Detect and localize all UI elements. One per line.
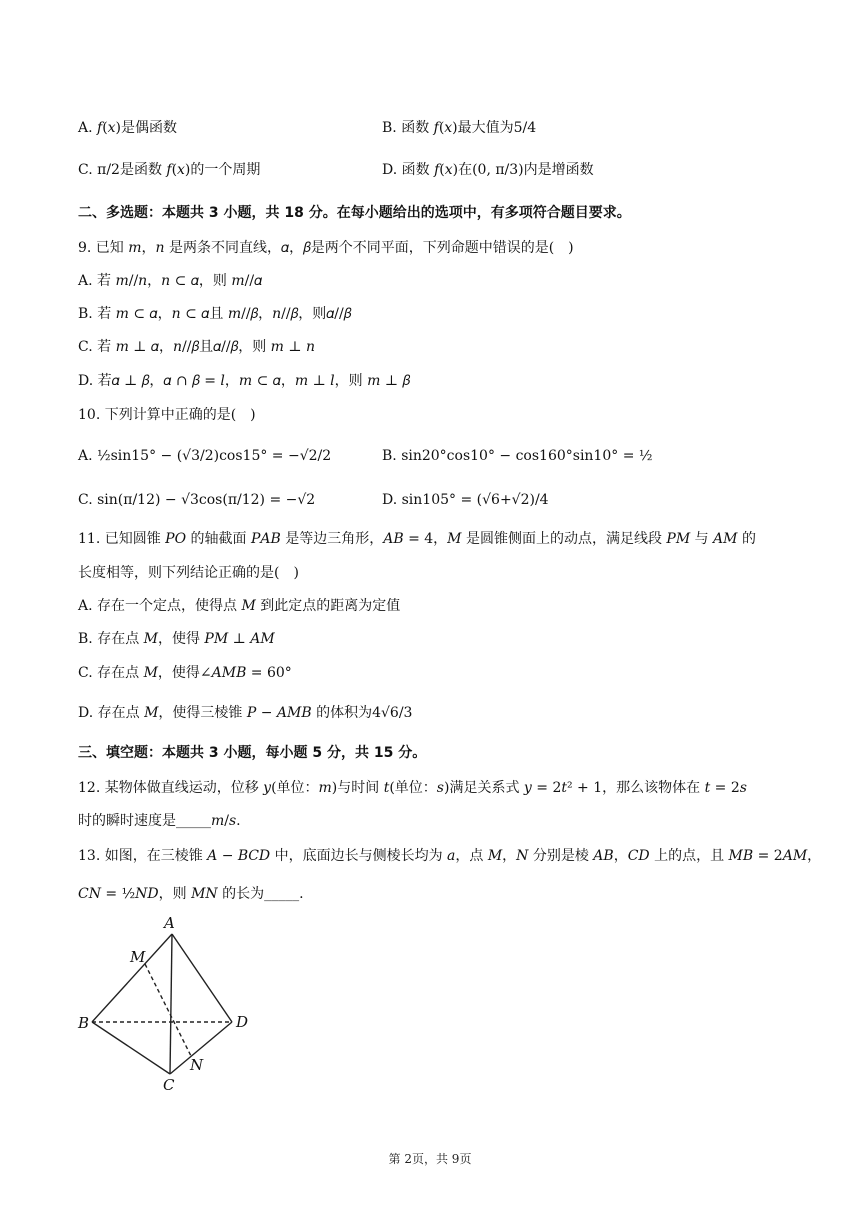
q10-option-c: C. sin(π/12) − √3cos(π/12) = −√2 — [78, 492, 316, 508]
q10-option-b: B. sin20°cos10° − cos160°sin10° = ½ — [382, 448, 653, 464]
label-m: M — [130, 948, 146, 966]
q12-line-2: 时的瞬时速度是_____𝑚/𝑠. — [78, 813, 241, 829]
edge-ac — [170, 934, 172, 1074]
q13-line-2: 𝐶𝑁 = ½𝑁𝐷，则 𝑀𝑁 的长为_____. — [78, 886, 304, 902]
q13-line-1: 13. 如图，在三棱锥 𝐴 − 𝐵𝐶𝐷 中，底面边长与侧棱长均为 𝑎，点 𝑀，𝑁 分别是棱 𝐴𝐵，𝐶𝐷 上的点，且 𝑀𝐵 = 2𝐴𝑀， — [78, 848, 822, 864]
q8-option-a: A. 𝑓(𝑥)是偶函数 — [78, 120, 178, 136]
q11-option-b: B. 存在点 𝑀，使得 𝑃𝑀 ⊥ 𝐴𝑀 — [78, 631, 275, 647]
label-a: A — [164, 914, 175, 932]
q12-line-1: 12. 某物体做直线运动，位移 𝑦(单位：𝑚)与时间 𝑡(单位：𝑠)满足关系式 𝑦 = 2𝑡² + 1，那么该物体在 𝑡 = 2𝑠 — [78, 780, 747, 796]
q8-option-d: D. 函数 𝑓(𝑥)在(0, π/3)内是增函数 — [382, 162, 594, 178]
q10-option-a: A. ½sin15° − (√3/2)cos15° = −√2/2 — [78, 448, 332, 464]
q11-stem-line-2: 长度相等，则下列结论正确的是( ) — [78, 565, 299, 581]
edge-ad — [172, 934, 232, 1022]
tetrahedron-figure — [76, 912, 256, 1102]
section-2-title: 二、多选题：本题共 3 小题，共 18 分。在每小题给出的选项中，有多项符合题目要求。 — [78, 205, 631, 221]
label-d: D — [236, 1013, 249, 1031]
q11-option-a: A. 存在一个定点，使得点 𝑀 到此定点的距离为定值 — [78, 598, 401, 614]
q9-stem: 9. 已知 𝑚，𝑛 是两条不同直线，𝛼，𝛽是两个不同平面，下列命题中错误的是( ) — [78, 240, 574, 256]
q10-option-d: D. sin105° = (√6+√2)/4 — [382, 492, 549, 508]
label-n: N — [190, 1056, 204, 1074]
q8-option-b: B. 函数 𝑓(𝑥)最大值为5/4 — [382, 120, 537, 136]
q9-option-c: C. 若 𝑚 ⊥ 𝛼，𝑛//𝛽且𝛼//𝛽，则 𝑚 ⊥ 𝑛 — [78, 339, 316, 355]
section-3-title: 三、填空题：本题共 3 小题，每小题 5 分，共 15 分。 — [78, 745, 427, 761]
q11-option-c: C. 存在点 𝑀，使得∠𝐴𝑀𝐵 = 60° — [78, 665, 292, 681]
q10-stem: 10. 下列计算中正确的是( ) — [78, 407, 256, 423]
page-footer: 第 2页，共 9页 — [388, 1152, 472, 1166]
q9-option-d: D. 若𝛼 ⊥ 𝛽，𝛼 ∩ 𝛽 = 𝑙，𝑚 ⊂ 𝛼，𝑚 ⊥ 𝑙，则 𝑚 ⊥ 𝛽 — [78, 373, 411, 389]
label-b: B — [78, 1014, 90, 1032]
edge-bc — [92, 1022, 170, 1074]
q11-option-d: D. 存在点 𝑀，使得三棱锥 𝑃 − 𝐴𝑀𝐵 的体积为4√6/3 — [78, 705, 413, 721]
q8-option-c: C. π/2是函数 𝑓(𝑥)的一个周期 — [78, 162, 261, 178]
label-c: C — [163, 1076, 175, 1094]
q9-option-a: A. 若 𝑚//𝑛，𝑛 ⊂ 𝛼，则 𝑚//𝛼 — [78, 273, 263, 289]
q11-stem-line-1: 11. 已知圆锥 𝑃𝑂 的轴截面 𝑃𝐴𝐵 是等边三角形，𝐴𝐵 = 4，𝑀 是圆锥侧面上的动点，满足线段 𝑃𝑀 与 𝐴𝑀 的 — [78, 531, 756, 547]
segment-mn — [145, 964, 191, 1056]
q9-option-b: B. 若 𝑚 ⊂ 𝛼，𝑛 ⊂ 𝛼且 𝑚//𝛽，𝑛//𝛽，则𝛼//𝛽 — [78, 306, 352, 322]
